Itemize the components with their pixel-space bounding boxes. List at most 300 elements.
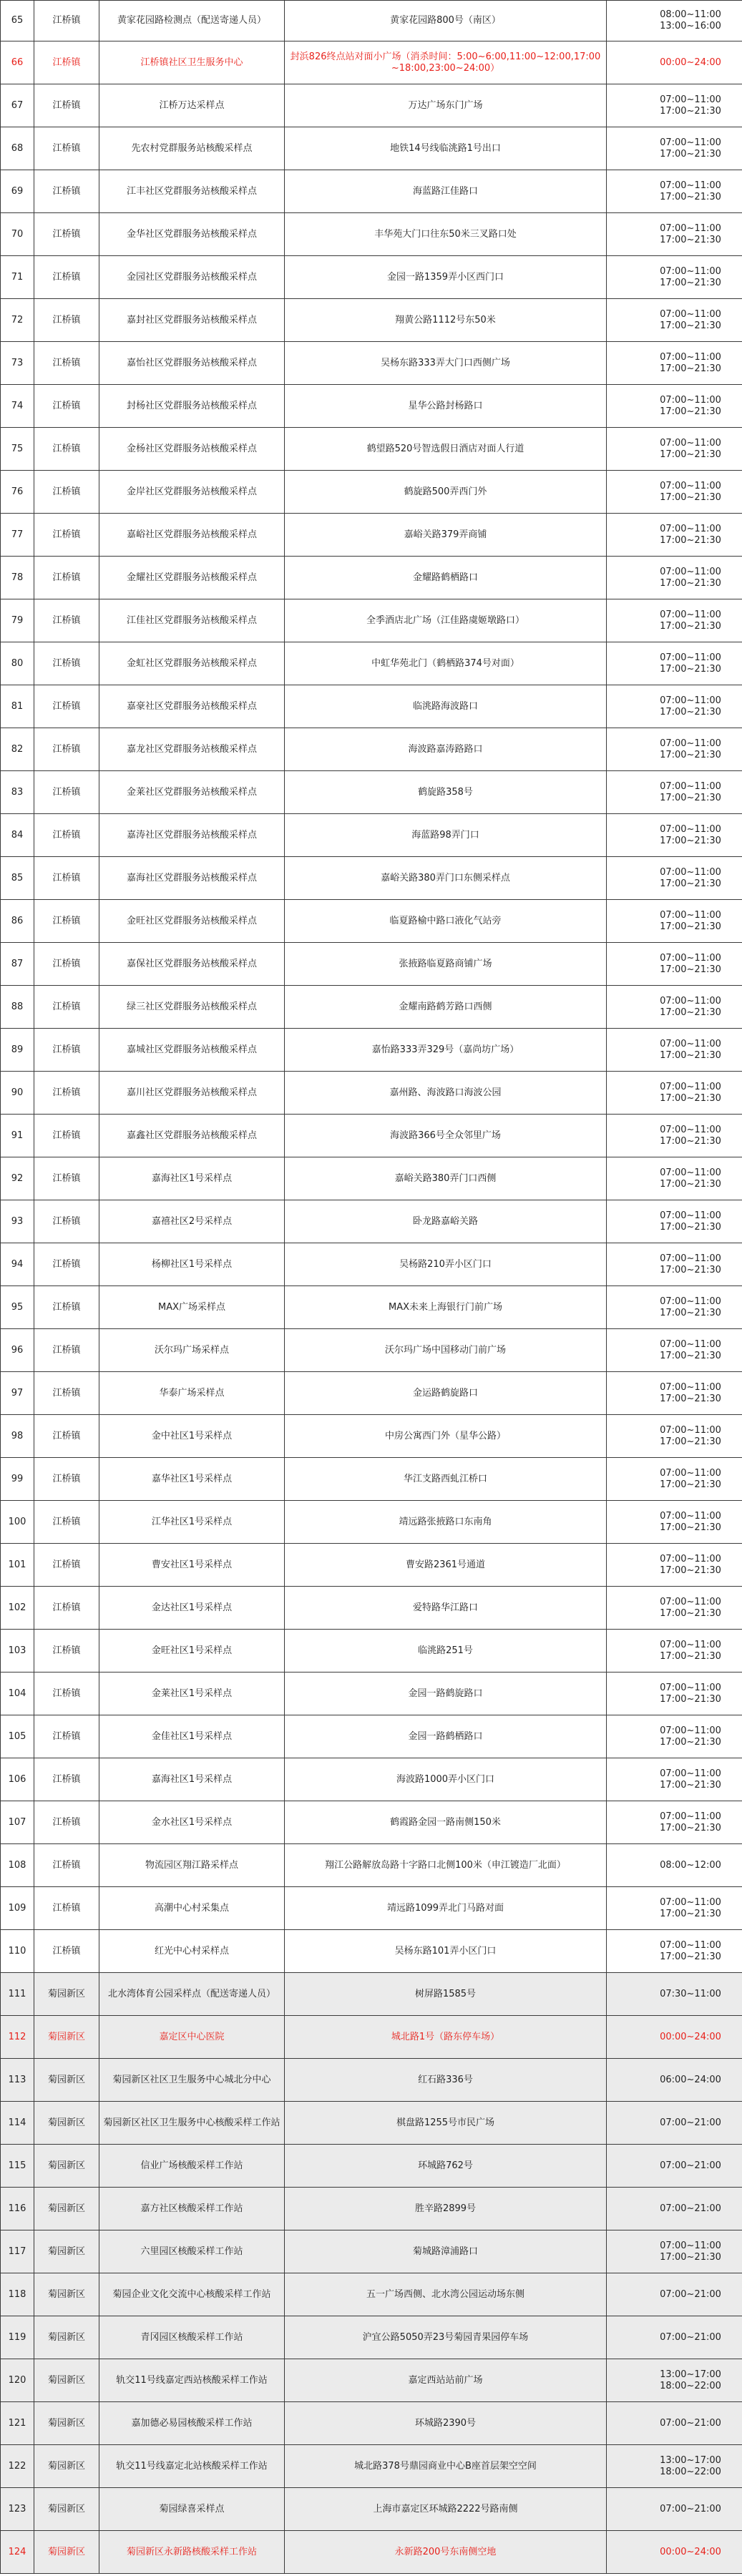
hours-line: 17:00~21:30	[660, 491, 721, 503]
hours-cell	[607, 2531, 742, 2574]
site-name-cell: 菊园新区社区卫生服务中心城北分中心	[99, 2059, 285, 2102]
town-cell: 江桥镇	[34, 428, 99, 471]
hours-line: 00:00~24:00	[660, 57, 721, 68]
row-number-cell: 122	[1, 2445, 34, 2488]
hours-cell	[607, 2059, 742, 2102]
town-cell: 江桥镇	[34, 1157, 99, 1200]
site-name-cell: 嘉海社区1号采样点	[99, 1758, 285, 1801]
table-row	[1, 1887, 742, 1930]
hours-cell	[607, 256, 742, 299]
row-number-cell: 119	[1, 2316, 34, 2359]
hours-line: 18:00~22:00	[660, 2466, 721, 2477]
table-row	[1, 2145, 742, 2188]
hours-line: 07:00~11:00	[660, 952, 721, 964]
address-cell: 金运路鹤旋路口	[285, 1372, 607, 1415]
table-row	[1, 814, 742, 857]
hours-line: 17:00~21:30	[660, 1779, 721, 1791]
hours-line: 07:00~11:00	[660, 1381, 721, 1393]
site-name-cell: 江华社区1号采样点	[99, 1501, 285, 1544]
hours-line: 07:00~11:00	[660, 1639, 721, 1650]
hours-cell	[607, 2188, 742, 2230]
hours-cell	[607, 1372, 742, 1415]
address-cell: 临洮路海波路口	[285, 685, 607, 728]
row-number-cell: 65	[1, 1, 34, 41]
row-number-cell: 98	[1, 1415, 34, 1458]
hours-line: 17:00~21:30	[660, 191, 721, 202]
town-cell: 江桥镇	[34, 1758, 99, 1801]
site-name-cell: 华泰广场采样点	[99, 1372, 285, 1415]
address-cell: 金耀南路鹤芳路口西侧	[285, 986, 607, 1029]
hours-cell	[607, 1029, 742, 1072]
address-cell: 爱特路华江路口	[285, 1587, 607, 1630]
hours-line: 17:00~21:30	[660, 1822, 721, 1833]
hours-cell	[607, 943, 742, 986]
row-number-cell: 109	[1, 1887, 34, 1930]
hours-cell	[607, 2102, 742, 2145]
site-name-cell: 嘉海社区1号采样点	[99, 1157, 285, 1200]
site-name-cell: 菊园企业文化交流中心核酸采样工作站	[99, 2273, 285, 2316]
table-row	[1, 1243, 742, 1286]
hours-line: 07:00~11:00	[660, 394, 721, 406]
hours-line: 07:00~11:00	[660, 823, 721, 835]
site-name-cell: 嘉怡社区党群服务站核酸采样点	[99, 342, 285, 385]
hours-line: 07:00~21:00	[660, 2160, 721, 2171]
address-cell: 地铁14号线临洮路1号出口	[285, 127, 607, 170]
site-name-cell: 嘉保社区党群服务站核酸采样点	[99, 943, 285, 986]
town-cell: 江桥镇	[34, 900, 99, 943]
row-number-cell: 93	[1, 1200, 34, 1243]
row-number-cell: 110	[1, 1930, 34, 1973]
row-number-cell: 113	[1, 2059, 34, 2102]
row-number-cell: 114	[1, 2102, 34, 2145]
hours-cell	[607, 2316, 742, 2359]
site-name-cell: 金虹社区党群服务站核酸采样点	[99, 642, 285, 685]
address-cell: 金园一路鹤栖路口	[285, 1715, 607, 1758]
hours-line: 13:00~16:00	[660, 21, 721, 31]
hours-cell	[607, 2402, 742, 2445]
hours-cell	[607, 1115, 742, 1157]
site-name-cell: 嘉方社区核酸采样工作站	[99, 2188, 285, 2230]
town-cell: 江桥镇	[34, 1329, 99, 1372]
address-cell: MAX未来上海银行门前广场	[285, 1286, 607, 1329]
row-number-cell: 121	[1, 2402, 34, 2445]
hours-cell	[607, 1630, 742, 1673]
table-row	[1, 1844, 742, 1887]
hours-cell	[607, 1673, 742, 1715]
table-row	[1, 1715, 742, 1758]
row-number-cell: 78	[1, 557, 34, 599]
table-row	[1, 342, 742, 385]
hours-line: 07:00~11:00	[660, 909, 721, 921]
table-row	[1, 170, 742, 213]
site-name-cell: 嘉封社区党群服务站核酸采样点	[99, 299, 285, 342]
site-name-cell: 菊园新区社区卫生服务中心核酸采样工作站	[99, 2102, 285, 2145]
hours-line: 17:00~21:30	[660, 1564, 721, 1576]
address-cell: 沪宜公路5050弄23号菊园青果园停车场	[285, 2316, 607, 2359]
hours-cell	[607, 1157, 742, 1200]
hours-line: 07:00~11:00	[660, 222, 721, 234]
hours-line: 17:00~21:30	[660, 1350, 721, 1361]
table-row	[1, 256, 742, 299]
site-name-cell: 杨柳社区1号采样点	[99, 1243, 285, 1286]
site-name-cell: 嘉华社区1号采样点	[99, 1458, 285, 1501]
hours-line: 17:00~21:30	[660, 620, 721, 632]
hours-line: 17:00~21:30	[660, 1650, 721, 1662]
hours-line: 07:00~11:00	[660, 1896, 721, 1908]
hours-cell	[607, 1801, 742, 1844]
hours-cell	[607, 728, 742, 771]
hours-cell	[607, 170, 742, 213]
address-cell: 吴杨路210弄小区门口	[285, 1243, 607, 1286]
table-row	[1, 900, 742, 943]
row-number-cell: 107	[1, 1801, 34, 1844]
address-cell: 五一广场西侧、北水湾公园运动场东侧	[285, 2273, 607, 2316]
town-cell: 江桥镇	[34, 986, 99, 1029]
row-number-cell: 118	[1, 2273, 34, 2316]
town-cell: 江桥镇	[34, 1029, 99, 1072]
hours-line: 07:00~11:00	[660, 137, 721, 148]
hours-cell	[607, 1329, 742, 1372]
hours-line: 07:00~11:00	[660, 1038, 721, 1049]
town-cell: 江桥镇	[34, 1286, 99, 1329]
hours-line: 17:00~21:30	[660, 1479, 721, 1490]
hours-cell	[607, 1930, 742, 1973]
site-name-cell: 金园社区党群服务站核酸采样点	[99, 256, 285, 299]
hours-cell	[607, 900, 742, 943]
table-row	[1, 557, 742, 599]
town-cell: 江桥镇	[34, 1072, 99, 1115]
hours-line: 07:00~21:00	[660, 2331, 721, 2343]
hours-line: 13:00~17:00	[660, 2369, 721, 2380]
hours-line: 17:00~21:30	[660, 1178, 721, 1190]
hours-line: 07:00~11:00	[660, 1424, 721, 1436]
hours-line: 07:00~11:00	[660, 1768, 721, 1779]
hours-line: 07:00~11:00	[660, 1296, 721, 1307]
hours-line: 17:00~21:30	[660, 792, 721, 803]
site-name-cell: 嘉加德必易园核酸采样工作站	[99, 2402, 285, 2445]
row-number-cell: 88	[1, 986, 34, 1029]
town-cell: 菊园新区	[34, 2188, 99, 2230]
town-cell: 菊园新区	[34, 2016, 99, 2059]
hours-cell	[607, 2488, 742, 2531]
row-number-cell: 94	[1, 1243, 34, 1286]
hours-line: 17:00~21:30	[660, 406, 721, 417]
table-row	[1, 2230, 742, 2273]
town-cell: 江桥镇	[34, 943, 99, 986]
hours-cell	[607, 1973, 742, 2016]
address-cell: 黄家花园路800号（南区）	[285, 1, 607, 41]
address-cell: 嘉州路、海波路口海波公园	[285, 1072, 607, 1115]
site-name-cell: 沃尔玛广场采样点	[99, 1329, 285, 1372]
address-cell: 嘉怡路333弄329号（嘉尚坊广场）	[285, 1029, 607, 1072]
town-cell: 江桥镇	[34, 771, 99, 814]
table-row	[1, 642, 742, 685]
hours-line: 17:00~21:30	[660, 1049, 721, 1061]
town-cell: 江桥镇	[34, 170, 99, 213]
address-cell: 鹤旋路358号	[285, 771, 607, 814]
row-number-cell: 79	[1, 599, 34, 642]
hours-line: 17:00~21:30	[660, 449, 721, 460]
site-name-cell: 金莱社区1号采样点	[99, 1673, 285, 1715]
hours-line: 07:30~11:00	[660, 1988, 721, 1999]
hours-cell	[607, 642, 742, 685]
hours-line: 13:00~17:00	[660, 2454, 721, 2466]
hours-cell	[607, 1, 742, 41]
hours-line: 08:00~11:00	[660, 9, 721, 20]
site-name-cell: 嘉豪社区党群服务站核酸采样点	[99, 685, 285, 728]
table-row	[1, 2531, 742, 2574]
site-name-cell: 江佳社区党群服务站核酸采样点	[99, 599, 285, 642]
row-number-cell: 74	[1, 385, 34, 428]
town-cell: 江桥镇	[34, 84, 99, 127]
hours-line: 18:00~22:00	[660, 2380, 721, 2391]
hours-cell	[607, 771, 742, 814]
address-cell: 鹤霞路金园一路南侧150米	[285, 1801, 607, 1844]
address-cell: 城北路1号（路东停车场）	[285, 2016, 607, 2059]
row-number-cell: 120	[1, 2359, 34, 2402]
table-row	[1, 428, 742, 471]
town-cell: 江桥镇	[34, 814, 99, 857]
address-cell: 树屏路1585号	[285, 1973, 607, 2016]
site-name-cell: 黄家花园路检测点（配送寄递人员）	[99, 1, 285, 41]
address-cell: 临夏路榆中路口液化气站旁	[285, 900, 607, 943]
hours-line: 07:00~11:00	[660, 1553, 721, 1564]
table-row	[1, 728, 742, 771]
table-row	[1, 1673, 742, 1715]
table-row	[1, 127, 742, 170]
row-number-cell: 123	[1, 2488, 34, 2531]
town-cell: 江桥镇	[34, 342, 99, 385]
address-cell: 卧龙路嘉峪关路	[285, 1200, 607, 1243]
town-cell: 江桥镇	[34, 599, 99, 642]
hours-cell	[607, 1544, 742, 1587]
site-name-cell: 金岸社区党群服务站核酸采样点	[99, 471, 285, 514]
town-cell: 江桥镇	[34, 642, 99, 685]
table-row	[1, 41, 742, 84]
hours-line: 07:00~11:00	[660, 1510, 721, 1522]
row-number-cell: 83	[1, 771, 34, 814]
hours-line: 07:00~11:00	[660, 1167, 721, 1178]
site-name-cell: 金中社区1号采样点	[99, 1415, 285, 1458]
town-cell: 江桥镇	[34, 1372, 99, 1415]
table-row	[1, 1329, 742, 1372]
hours-line: 07:00~11:00	[660, 780, 721, 792]
table-row	[1, 599, 742, 642]
hours-cell	[607, 1072, 742, 1115]
hours-line: 17:00~21:30	[660, 1436, 721, 1447]
row-number-cell: 76	[1, 471, 34, 514]
town-cell: 江桥镇	[34, 256, 99, 299]
address-cell: 沃尔玛广场中国移动门前广场	[285, 1329, 607, 1372]
site-name-cell: 江桥万达采样点	[99, 84, 285, 127]
address-cell: 中房公寓西门外（星华公路）	[285, 1415, 607, 1458]
address-cell: 靖远路1099弄北门马路对面	[285, 1887, 607, 1930]
hours-cell	[607, 1887, 742, 1930]
table-row	[1, 299, 742, 342]
row-number-cell: 72	[1, 299, 34, 342]
row-number-cell: 124	[1, 2531, 34, 2574]
address-cell: 金园一路1359弄小区西门口	[285, 256, 607, 299]
hours-line: 07:00~11:00	[660, 523, 721, 534]
town-cell: 江桥镇	[34, 471, 99, 514]
site-name-cell: 嘉峪社区党群服务站核酸采样点	[99, 514, 285, 557]
hours-cell	[607, 2359, 742, 2402]
town-cell: 菊园新区	[34, 1973, 99, 2016]
hours-line: 07:00~11:00	[660, 480, 721, 491]
hours-cell	[607, 1844, 742, 1887]
hours-cell	[607, 471, 742, 514]
town-cell: 江桥镇	[34, 1844, 99, 1887]
hours-cell	[607, 127, 742, 170]
town-cell: 江桥镇	[34, 127, 99, 170]
table-row	[1, 514, 742, 557]
hours-cell	[607, 2145, 742, 2188]
site-name-cell: 封杨社区党群服务站核酸采样点	[99, 385, 285, 428]
hours-line: 07:00~21:00	[660, 2288, 721, 2300]
hours-line: 08:00~12:00	[660, 1859, 721, 1871]
hours-cell	[607, 428, 742, 471]
row-number-cell: 82	[1, 728, 34, 771]
table-row	[1, 1200, 742, 1243]
site-name-cell: 江桥镇社区卫生服务中心	[99, 41, 285, 84]
hours-line: 07:00~11:00	[660, 1725, 721, 1736]
hours-line: 07:00~11:00	[660, 738, 721, 749]
site-name-cell: 物流园区翔江路采样点	[99, 1844, 285, 1887]
address-cell: 菊城路漳浦路口	[285, 2230, 607, 2273]
site-name-cell: 轨交11号线嘉定北站核酸采样工作站	[99, 2445, 285, 2488]
hours-line: 17:00~21:30	[660, 1264, 721, 1275]
table-row	[1, 2402, 742, 2445]
hours-line: 17:00~21:30	[660, 1221, 721, 1233]
row-number-cell: 101	[1, 1544, 34, 1587]
hours-cell	[607, 1200, 742, 1243]
hours-cell	[607, 342, 742, 385]
hours-line: 17:00~21:30	[660, 1908, 721, 1919]
address-cell: 张掖路临夏路商铺广场	[285, 943, 607, 986]
site-name-cell: 金水社区1号采样点	[99, 1801, 285, 1844]
town-cell: 江桥镇	[34, 1115, 99, 1157]
hours-line: 17:00~21:30	[660, 320, 721, 331]
hours-cell	[607, 2273, 742, 2316]
row-number-cell: 102	[1, 1587, 34, 1630]
hours-line: 07:00~11:00	[660, 2240, 721, 2251]
row-number-cell: 84	[1, 814, 34, 857]
hours-line: 17:00~21:30	[660, 1607, 721, 1619]
hours-cell	[607, 514, 742, 557]
hours-line: 07:00~11:00	[660, 94, 721, 105]
row-number-cell: 117	[1, 2230, 34, 2273]
town-cell: 菊园新区	[34, 2531, 99, 2574]
hours-line: 07:00~21:00	[660, 2503, 721, 2514]
site-name-cell: 嘉禧社区2号采样点	[99, 1200, 285, 1243]
address-cell: 吴杨东路333弄大门口西侧广场	[285, 342, 607, 385]
table-row	[1, 1501, 742, 1544]
site-name-cell: 嘉涛社区党群服务站核酸采样点	[99, 814, 285, 857]
table-row	[1, 1973, 742, 2016]
hours-line: 17:00~21:30	[660, 706, 721, 718]
hours-line: 07:00~11:00	[660, 609, 721, 620]
site-name-cell: 金达社区1号采样点	[99, 1587, 285, 1630]
hours-line: 17:00~21:30	[660, 1135, 721, 1147]
table-row	[1, 84, 742, 127]
town-cell: 江桥镇	[34, 1, 99, 41]
table-row	[1, 471, 742, 514]
hours-line: 17:00~21:30	[660, 234, 721, 245]
address-cell: 嘉峪关路380弄门口东侧采样点	[285, 857, 607, 900]
address-cell: 吴杨东路101弄小区门口	[285, 1930, 607, 1973]
site-name-cell: 北水湾体育公园采样点（配送寄递人员）	[99, 1973, 285, 2016]
address-cell: 嘉定西站站前广场	[285, 2359, 607, 2402]
town-cell: 江桥镇	[34, 41, 99, 84]
site-name-cell: 六里园区核酸采样工作站	[99, 2230, 285, 2273]
hours-line: 17:00~21:30	[660, 878, 721, 889]
town-cell: 菊园新区	[34, 2402, 99, 2445]
address-cell: 星华公路封杨路口	[285, 385, 607, 428]
hours-cell	[607, 2016, 742, 2059]
table-row	[1, 385, 742, 428]
town-cell: 江桥镇	[34, 1200, 99, 1243]
hours-line: 17:00~21:30	[660, 1736, 721, 1748]
row-number-cell: 99	[1, 1458, 34, 1501]
hours-line: 07:00~11:00	[660, 1682, 721, 1693]
row-number-cell: 81	[1, 685, 34, 728]
hours-cell	[607, 84, 742, 127]
site-name-cell: 菊园新区永新路核酸采样工作站	[99, 2531, 285, 2574]
hours-line: 17:00~21:30	[660, 1092, 721, 1104]
address-cell: 丰华苑大门口往东50米三叉路口处	[285, 213, 607, 256]
site-name-cell: 先农村党群服务站核酸采样点	[99, 127, 285, 170]
hours-cell	[607, 2230, 742, 2273]
hours-line: 17:00~21:30	[660, 1951, 721, 1962]
town-cell: 江桥镇	[34, 385, 99, 428]
town-cell: 菊园新区	[34, 2145, 99, 2188]
address-cell: 嘉峪关路379弄商铺	[285, 514, 607, 557]
address-cell: 翔黄公路1112号东50米	[285, 299, 607, 342]
address-cell: 鹤旋路500弄西门外	[285, 471, 607, 514]
hours-line: 07:00~11:00	[660, 308, 721, 320]
town-cell: 江桥镇	[34, 213, 99, 256]
row-number-cell: 105	[1, 1715, 34, 1758]
address-cell: 环城路2390号	[285, 2402, 607, 2445]
table-row	[1, 213, 742, 256]
row-number-cell: 116	[1, 2188, 34, 2230]
address-cell: 嘉峪关路380弄门口西侧	[285, 1157, 607, 1200]
table-row	[1, 2316, 742, 2359]
town-cell: 江桥镇	[34, 1887, 99, 1930]
site-name-cell: 嘉鑫社区党群服务站核酸采样点	[99, 1115, 285, 1157]
hours-line: 17:00~21:30	[660, 534, 721, 546]
town-cell: 江桥镇	[34, 1630, 99, 1673]
hours-line: 07:00~11:00	[660, 1939, 721, 1951]
table-row	[1, 2273, 742, 2316]
site-name-cell: 曹安社区1号采样点	[99, 1544, 285, 1587]
hours-line: 07:00~11:00	[660, 351, 721, 363]
hours-line: 17:00~21:30	[660, 663, 721, 675]
town-cell: 菊园新区	[34, 2230, 99, 2273]
site-name-cell: MAX广场采样点	[99, 1286, 285, 1329]
town-cell: 江桥镇	[34, 1243, 99, 1286]
table-row	[1, 2188, 742, 2230]
site-name-cell: 信业广场核酸采样工作站	[99, 2145, 285, 2188]
address-cell: 红石路336号	[285, 2059, 607, 2102]
table-row	[1, 1415, 742, 1458]
site-name-cell: 嘉龙社区党群服务站核酸采样点	[99, 728, 285, 771]
town-cell: 江桥镇	[34, 1544, 99, 1587]
hours-line: 17:00~21:30	[660, 1007, 721, 1018]
hours-cell	[607, 986, 742, 1029]
hours-line: 07:00~11:00	[660, 1467, 721, 1479]
site-name-cell: 菊园绿喜采样点	[99, 2488, 285, 2531]
